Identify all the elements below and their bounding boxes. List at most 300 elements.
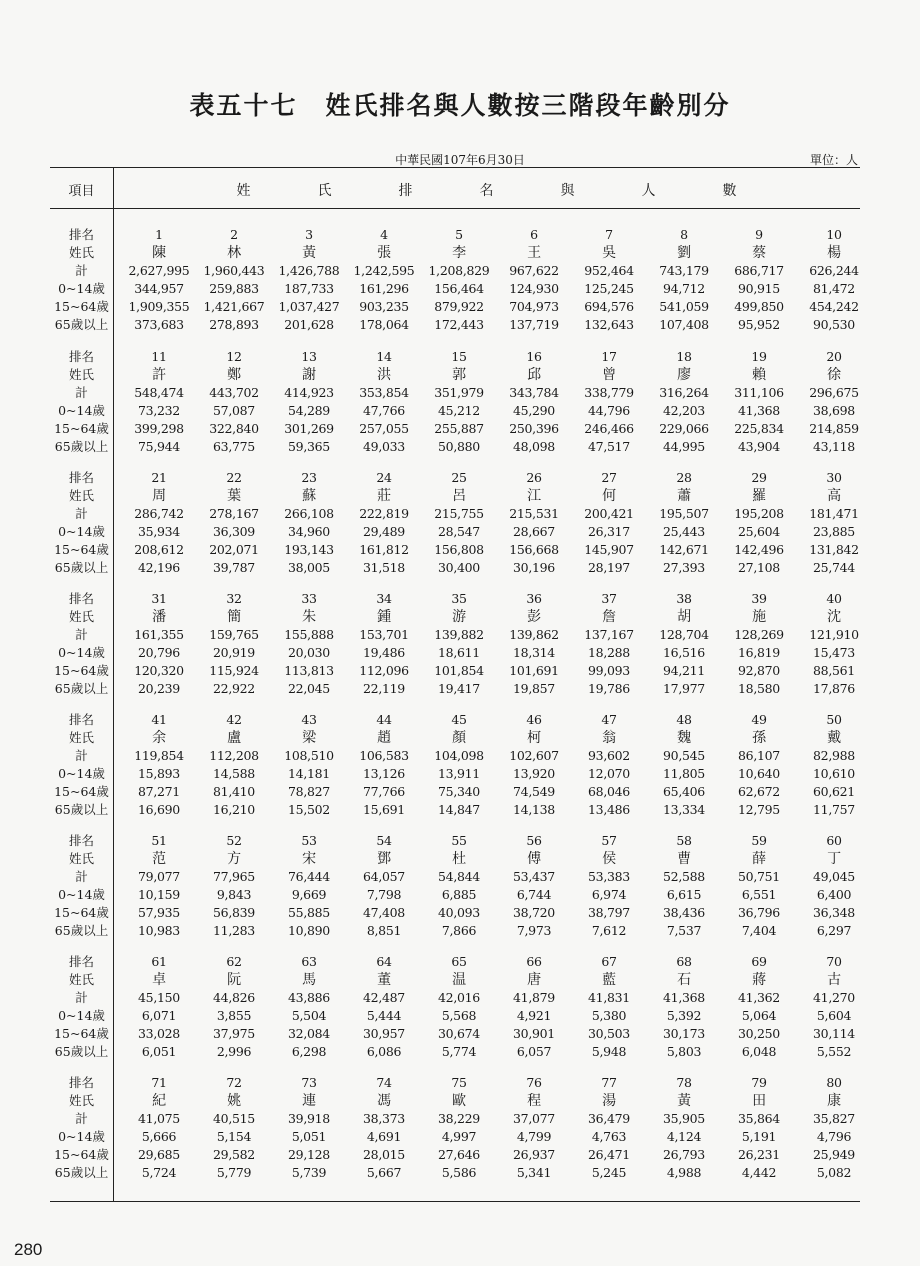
table-cell: 姚	[227, 1093, 241, 1109]
table-cell: 馬	[302, 972, 316, 988]
row-labels	[50, 226, 113, 334]
table-cell: 90,915	[738, 281, 780, 296]
surname-column	[421, 1074, 497, 1182]
table-cell: 156,668	[509, 542, 559, 557]
row-label: 計	[75, 506, 88, 521]
table-cell: 19,417	[438, 681, 480, 696]
row-label: 0~14歲	[58, 1129, 105, 1144]
table-cell: 181,471	[809, 506, 859, 521]
table-cell: 38	[676, 591, 692, 606]
table-cell: 7,973	[516, 923, 552, 938]
table-cell: 12,795	[738, 802, 780, 817]
table-cell: 56	[526, 833, 542, 848]
row-label: 計	[75, 263, 88, 278]
table-cell: 37	[601, 591, 617, 606]
table-cell: 50	[826, 712, 842, 727]
table-cell: 78,827	[288, 784, 330, 799]
table-cell: 15,502	[288, 802, 330, 817]
table-cell: 626,244	[809, 263, 859, 278]
table-cell: 5,568	[441, 1008, 477, 1023]
table-cell: 208,612	[134, 542, 184, 557]
surname-column	[496, 226, 572, 334]
row-label: 65歲以上	[54, 1165, 109, 1180]
table-cell: 548,474	[134, 385, 184, 400]
table-cell: 55,885	[288, 905, 330, 920]
table-cell: 15	[451, 349, 467, 364]
table-cell: 94,712	[663, 281, 705, 296]
table-cell: 246,466	[584, 421, 634, 436]
table-cell: 159,765	[209, 627, 259, 642]
header-char: 名	[479, 183, 494, 199]
table-cell: 20,796	[138, 645, 180, 660]
table-cell: 373,683	[134, 317, 184, 332]
table-cell: 18,288	[588, 645, 630, 660]
table-cell: 30,400	[438, 560, 480, 575]
surname-column	[646, 226, 722, 334]
table-cell: 156,464	[434, 281, 484, 296]
surname-column	[196, 469, 272, 577]
row-label: 排名	[68, 349, 94, 364]
surname-column	[421, 953, 497, 1061]
table-cell: 郭	[452, 367, 466, 383]
table-cell: 49,045	[813, 869, 855, 884]
surname-column	[196, 832, 272, 940]
header-group	[113, 180, 860, 200]
table-cell: 20,919	[213, 645, 255, 660]
table-cell: 53,383	[588, 869, 630, 884]
table-cell: 4	[380, 227, 388, 242]
rank-block	[50, 832, 860, 942]
table-cell: 53	[301, 833, 317, 848]
table-cell: 73	[301, 1075, 317, 1090]
table-cell: 112,208	[209, 748, 259, 763]
table-cell: 65,406	[663, 784, 705, 799]
surname-column	[796, 348, 872, 456]
table-cell: 71	[151, 1075, 167, 1090]
table-cell: 38,436	[663, 905, 705, 920]
table-cell: 26,471	[588, 1147, 630, 1162]
table-cell: 115,924	[209, 663, 259, 678]
table-cell: 77,766	[363, 784, 405, 799]
table-cell: 45	[451, 712, 467, 727]
table-cell: 1,242,595	[353, 263, 415, 278]
surname-column	[421, 226, 497, 334]
rank-block	[50, 590, 860, 700]
row-label: 計	[75, 385, 88, 400]
surname-column	[121, 832, 197, 940]
table-cell: 62,672	[738, 784, 780, 799]
surname-column	[121, 590, 197, 698]
table-cell: 13,911	[438, 766, 480, 781]
table-cell: 81,410	[213, 784, 255, 799]
table-cell: 紀	[152, 1093, 166, 1109]
table-cell: 95,952	[738, 317, 780, 332]
table-title	[0, 86, 920, 122]
row-label: 15~64歲	[54, 299, 109, 314]
table-cell: 6,974	[591, 887, 627, 902]
table-cell: 鍾	[377, 609, 391, 625]
table-cell: 26,937	[513, 1147, 555, 1162]
table-cell: 9,669	[291, 887, 327, 902]
table-cell: 60,621	[813, 784, 855, 799]
table-cell: 44,995	[663, 439, 705, 454]
table-cell: 41,368	[738, 403, 780, 418]
table-cell: 30,901	[513, 1026, 555, 1041]
table-cell: 7,798	[366, 887, 402, 902]
table-number: 表五十七	[189, 91, 298, 120]
unit-label: 單位：人	[809, 153, 858, 167]
surname-column	[646, 832, 722, 940]
table-cell: 694,576	[584, 299, 634, 314]
table-cell: 11,757	[813, 802, 855, 817]
table-cell: 79,077	[138, 869, 180, 884]
table-cell: 黃	[302, 245, 316, 261]
table-cell: 82,988	[813, 748, 855, 763]
table-cell: 28	[676, 470, 692, 485]
row-label: 15~64歲	[54, 905, 109, 920]
surname-column	[196, 711, 272, 819]
surname-column	[121, 469, 197, 577]
row-label: 0~14歲	[58, 1008, 105, 1023]
table-cell: 29,685	[138, 1147, 180, 1162]
table-cell: 7	[605, 227, 613, 242]
table-cell: 28,197	[588, 560, 630, 575]
table-cell: 楊	[827, 245, 841, 261]
table-cell: 37,077	[513, 1111, 555, 1126]
table-cell: 馮	[377, 1093, 391, 1109]
table-cell: 賴	[752, 367, 766, 383]
table-cell: 4,796	[816, 1129, 852, 1144]
table-cell: 30,503	[588, 1026, 630, 1041]
surname-column	[646, 469, 722, 577]
table-cell: 22,922	[213, 681, 255, 696]
table-cell: 8,851	[366, 923, 402, 938]
table-cell: 翁	[602, 730, 616, 746]
surname-column	[496, 1074, 572, 1182]
table-cell: 16,210	[213, 802, 255, 817]
table-cell: 5,392	[666, 1008, 702, 1023]
table-cell: 李	[452, 245, 466, 261]
row-label: 姓氏	[68, 609, 94, 624]
table-cell: 34	[376, 591, 392, 606]
table-cell: 88,561	[813, 663, 855, 678]
table-cell: 18,611	[438, 645, 480, 660]
table-cell: 連	[302, 1093, 316, 1109]
table-cell: 11	[151, 349, 167, 364]
table-cell: 5,552	[816, 1044, 852, 1059]
surname-column	[346, 711, 422, 819]
table-cell: 76,444	[288, 869, 330, 884]
table-cell: 48	[676, 712, 692, 727]
table-cell: 353,854	[359, 385, 409, 400]
table-cell: 温	[452, 972, 466, 988]
table-cell: 38,720	[513, 905, 555, 920]
table-cell: 11,805	[663, 766, 705, 781]
table-cell: 30,957	[363, 1026, 405, 1041]
surname-column	[496, 348, 572, 456]
surname-column	[196, 1074, 272, 1182]
table-cell: 許	[152, 367, 166, 383]
row-label: 15~64歲	[54, 1026, 109, 1041]
surname-column	[346, 469, 422, 577]
table-cell: 18,580	[738, 681, 780, 696]
page-number: 280	[14, 1240, 43, 1259]
row-label: 計	[75, 748, 88, 763]
table-cell: 125,245	[584, 281, 634, 296]
table-cell: 杜	[452, 851, 466, 867]
table-cell: 13,126	[363, 766, 405, 781]
row-label: 姓氏	[68, 367, 94, 382]
table-cell: 田	[752, 1093, 766, 1109]
surname-column	[421, 469, 497, 577]
table-cell: 172,443	[434, 317, 484, 332]
table-cell: 20,239	[138, 681, 180, 696]
table-cell: 131,842	[809, 542, 859, 557]
table-cell: 35	[451, 591, 467, 606]
table-cell: 44	[376, 712, 392, 727]
table-cell: 967,622	[509, 263, 559, 278]
table-cell: 41,831	[588, 990, 630, 1005]
row-label: 姓氏	[68, 488, 94, 503]
table-cell: 46	[526, 712, 542, 727]
surname-column	[271, 469, 347, 577]
table-cell: 江	[527, 488, 541, 504]
row-label: 排名	[68, 470, 94, 485]
table-cell: 4,997	[441, 1129, 477, 1144]
table-cell: 26,793	[663, 1147, 705, 1162]
table-cell: 湯	[602, 1093, 616, 1109]
table-cell: 278,893	[209, 317, 259, 332]
table-cell: 25,949	[813, 1147, 855, 1162]
table-cell: 43,118	[813, 439, 855, 454]
row-label: 65歲以上	[54, 681, 109, 696]
table-cell: 161,812	[359, 542, 409, 557]
table-cell: 1,960,443	[203, 263, 265, 278]
table-cell: 26	[526, 470, 542, 485]
header-char: 數	[722, 183, 737, 199]
table-cell: 葉	[227, 488, 241, 504]
table-cell: 344,957	[134, 281, 184, 296]
table-cell: 44,796	[588, 403, 630, 418]
surname-column	[571, 711, 647, 819]
table-cell: 301,269	[284, 421, 334, 436]
table-cell: 201,628	[284, 317, 334, 332]
table-cell: 70	[826, 954, 842, 969]
row-label: 排名	[68, 712, 94, 727]
table-cell: 178,064	[359, 317, 409, 332]
table-cell: 30,674	[438, 1026, 480, 1041]
table-cell: 6,048	[741, 1044, 777, 1059]
surname-column	[571, 953, 647, 1061]
table-cell: 23,885	[813, 524, 855, 539]
table-cell: 142,671	[659, 542, 709, 557]
table-cell: 112,096	[359, 663, 409, 678]
table-cell: 胡	[677, 609, 691, 625]
table-cell: 41,075	[138, 1111, 180, 1126]
table-cell: 74,549	[513, 784, 555, 799]
surname-column	[496, 590, 572, 698]
table-cell: 唐	[527, 972, 541, 988]
table-cell: 侯	[602, 851, 616, 867]
table-cell: 399,298	[134, 421, 184, 436]
table-cell: 5	[455, 227, 463, 242]
table-cell: 19,857	[513, 681, 555, 696]
row-label: 15~64歲	[54, 542, 109, 557]
row-labels	[50, 469, 113, 577]
row-label: 65歲以上	[54, 802, 109, 817]
table-cell: 30,173	[663, 1026, 705, 1041]
table-cell: 229,066	[659, 421, 709, 436]
table-cell: 17,977	[663, 681, 705, 696]
surname-column	[646, 1074, 722, 1182]
surname-column	[121, 1074, 197, 1182]
table-cell: 12,070	[588, 766, 630, 781]
table-cell: 25,604	[738, 524, 780, 539]
table-cell: 15,893	[138, 766, 180, 781]
table-cell: 704,973	[509, 299, 559, 314]
surname-column	[196, 590, 272, 698]
table-cell: 54,844	[438, 869, 480, 884]
table-cell: 孫	[752, 730, 766, 746]
table-cell: 9,843	[216, 887, 252, 902]
table-cell: 6	[530, 227, 538, 242]
row-label: 0~14歲	[58, 281, 105, 296]
table-cell: 39	[751, 591, 767, 606]
table-cell: 廖	[677, 367, 691, 383]
table-cell: 康	[827, 1093, 841, 1109]
rank-block	[50, 348, 860, 458]
table-cell: 23	[301, 470, 317, 485]
surname-column	[346, 226, 422, 334]
table-cell: 10	[826, 227, 842, 242]
surname-column	[796, 711, 872, 819]
table-cell: 何	[602, 488, 616, 504]
table-cell: 25	[451, 470, 467, 485]
table-cell: 5,380	[591, 1008, 627, 1023]
row-label: 計	[75, 627, 88, 642]
table-cell: 4,921	[516, 1008, 552, 1023]
table-cell: 張	[377, 245, 391, 261]
table-cell: 范	[152, 851, 166, 867]
table-cell: 40,515	[213, 1111, 255, 1126]
table-cell: 41,368	[663, 990, 705, 1005]
table-cell: 4,442	[741, 1165, 777, 1180]
rank-block	[50, 1074, 860, 1184]
surname-column	[796, 832, 872, 940]
table-caption: 姓氏排名與人數按三階段年齡別分	[325, 91, 731, 120]
surname-column	[721, 590, 797, 698]
table-cell: 128,269	[734, 627, 784, 642]
table-cell: 255,887	[434, 421, 484, 436]
table-cell: 7,866	[441, 923, 477, 938]
table-cell: 69	[751, 954, 767, 969]
table-cell: 曹	[677, 851, 691, 867]
table-cell: 10,983	[138, 923, 180, 938]
table-cell: 42	[226, 712, 242, 727]
table-cell: 54,289	[288, 403, 330, 418]
table-cell: 4,691	[366, 1129, 402, 1144]
table-cell: 52,588	[663, 869, 705, 884]
table-cell: 13,334	[663, 802, 705, 817]
surname-column	[346, 1074, 422, 1182]
table-cell: 278,167	[209, 506, 259, 521]
surname-column	[421, 832, 497, 940]
table-cell: 17	[601, 349, 617, 364]
row-label: 計	[75, 990, 88, 1005]
table-cell: 27	[601, 470, 617, 485]
table-cell: 59,365	[288, 439, 330, 454]
table-cell: 50,751	[738, 869, 780, 884]
table-cell: 90,530	[813, 317, 855, 332]
table-cell: 15,473	[813, 645, 855, 660]
table-cell: 35,827	[813, 1111, 855, 1126]
table-cell: 彭	[527, 609, 541, 625]
table-cell: 45,150	[138, 990, 180, 1005]
table-cell: 47	[601, 712, 617, 727]
table-cell: 1,421,667	[203, 299, 265, 314]
table-cell: 3,855	[216, 1008, 252, 1023]
table-cell: 周	[152, 488, 166, 504]
table-cell: 351,979	[434, 385, 484, 400]
table-cell: 高	[827, 488, 841, 504]
table-cell: 36,348	[813, 905, 855, 920]
table-cell: 6,400	[816, 887, 852, 902]
table-cell: 39,918	[288, 1111, 330, 1126]
header-rule	[50, 208, 860, 209]
table-cell: 36,479	[588, 1111, 630, 1126]
surname-column	[646, 348, 722, 456]
table-cell: 1	[155, 227, 163, 242]
table-cell: 44,826	[213, 990, 255, 1005]
table-cell: 陳	[152, 245, 166, 261]
surname-column	[496, 711, 572, 819]
table-cell: 541,059	[659, 299, 709, 314]
table-cell: 19	[751, 349, 767, 364]
table-cell: 29,128	[288, 1147, 330, 1162]
table-cell: 27,393	[663, 560, 705, 575]
table-cell: 132,643	[584, 317, 634, 332]
table-cell: 34,960	[288, 524, 330, 539]
table-cell: 33,028	[138, 1026, 180, 1041]
table-cell: 4,763	[591, 1129, 627, 1144]
table-cell: 33	[301, 591, 317, 606]
table-cell: 5,064	[741, 1008, 777, 1023]
table-cell: 38,005	[288, 560, 330, 575]
surname-column	[271, 590, 347, 698]
surname-column	[121, 226, 197, 334]
table-cell: 洪	[377, 367, 391, 383]
surname-column	[571, 348, 647, 456]
surname-column	[121, 348, 197, 456]
table-cell: 81,472	[813, 281, 855, 296]
bottom-rule	[50, 1201, 860, 1202]
table-cell: 155,888	[284, 627, 334, 642]
table-cell: 35,864	[738, 1111, 780, 1126]
table-cell: 4,988	[666, 1165, 702, 1180]
table-cell: 65	[451, 954, 467, 969]
table-cell: 2,627,995	[128, 263, 190, 278]
table-cell: 66	[526, 954, 542, 969]
table-cell: 58	[676, 833, 692, 848]
table-cell: 6,744	[516, 887, 552, 902]
table-cell: 戴	[827, 730, 841, 746]
table-cell: 25,744	[813, 560, 855, 575]
table-cell: 謝	[302, 367, 316, 383]
table-cell: 5,779	[216, 1165, 252, 1180]
table-cell: 153,701	[359, 627, 409, 642]
table-cell: 87,271	[138, 784, 180, 799]
table-cell: 90,545	[663, 748, 705, 763]
